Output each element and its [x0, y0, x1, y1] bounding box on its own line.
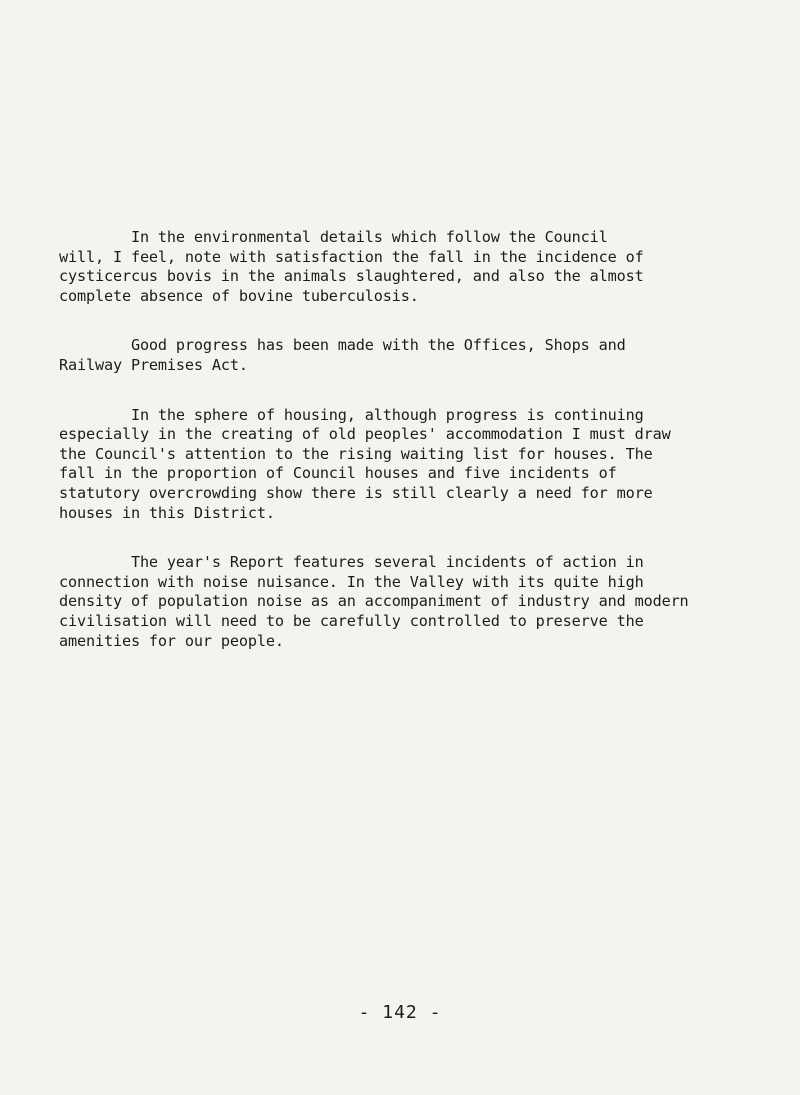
paragraph-environmental-details — [59, 228, 749, 306]
text-line: The year's Report features several incidents of action in — [59, 553, 644, 572]
text-line: will, I feel, note with satisfaction the fall in the incidence of — [59, 247, 644, 266]
text-line: Good progress has been made with the Offices, Shops and — [59, 336, 626, 355]
text-line: In the environmental details which follow the Council — [59, 228, 608, 246]
text-line: connection with noise nuisance. In the Valley with its quite high — [59, 572, 644, 591]
text-line: civilisation will need to be carefully controlled to preserve the — [59, 611, 644, 630]
text-line: density of population noise as an accompaniment of industry and modern — [59, 592, 689, 611]
text-line: the Council's attention to the rising waiting list for houses. The — [59, 444, 653, 463]
text-line: cysticercus bovis in the animals slaughtered, and also the almost — [59, 267, 644, 286]
text-line: complete absence of bovine tuberculosis. — [59, 286, 419, 305]
text-line: statutory overcrowding show there is still clearly a need for more — [59, 483, 653, 502]
text-line: houses in this District. — [59, 503, 275, 522]
text-line: especially in the creating of old peoples' accommodation I must draw — [59, 425, 671, 444]
page-number: - 142 - — [358, 1002, 442, 1023]
text-line: Railway Premises Act. — [59, 355, 248, 374]
paragraph-housing — [59, 406, 749, 524]
text-line: In the sphere of housing, although progress is continuing — [59, 405, 644, 424]
text-line: fall in the proportion of Council houses and five incidents of — [59, 464, 617, 483]
paragraph-offices-act — [59, 336, 749, 375]
paragraph-noise-nuisance — [59, 553, 749, 651]
text-line: amenities for our people. — [59, 631, 284, 650]
body-text — [59, 228, 749, 681]
